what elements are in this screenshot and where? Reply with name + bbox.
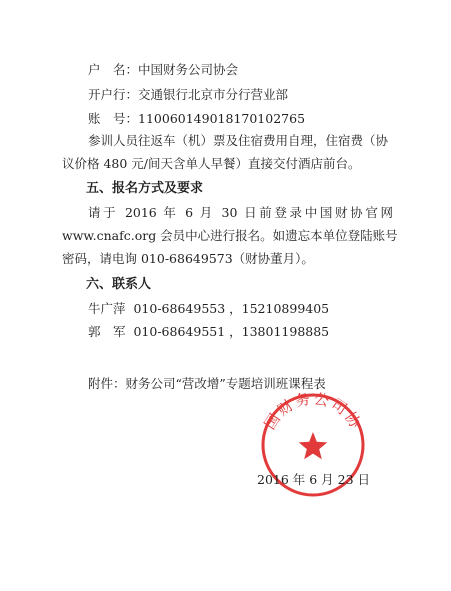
document-date: 2016 年 6 月 23 日 <box>257 472 371 487</box>
seal-text: 国财务公司协 <box>260 390 366 433</box>
contact-phones: 010-68649553 ，15210899405 <box>133 301 330 316</box>
lodging-line-2: 议价格 480 元/间天含单人早餐）直接交付酒店前台。 <box>62 156 361 171</box>
contact-name: 牛广萍 <box>88 301 126 316</box>
account-name-label: 户 名： <box>88 62 139 77</box>
section5-line-2: www.cnafc.org 会员中心进行报名。如遗忘本单位登陆账号 <box>62 228 398 243</box>
account-number-row <box>88 111 305 127</box>
account-number-label: 账 号： <box>88 111 139 126</box>
account-bank-label: 开户行： <box>88 87 139 102</box>
section5-line-1: 请于 2016 年 6 月 30 日前登录中国财协官网 <box>88 205 393 220</box>
contact-row-1 <box>88 301 329 317</box>
attachment-note: 附件：财务公司“营改增”专题培训班课程表 <box>88 376 326 391</box>
section6-title: 六、联系人 <box>86 277 152 292</box>
section5-title: 五、报名方式及要求 <box>86 181 204 196</box>
contact-row-2 <box>88 324 329 340</box>
section5-line-3: 密码，请电询 010-68649573（财协董月）。 <box>62 251 314 266</box>
seal-star-icon <box>299 432 328 459</box>
contact-name: 郭 军 <box>88 324 126 339</box>
account-bank-row <box>88 87 288 103</box>
account-number-value: 110060149018170102765 <box>138 111 306 126</box>
account-name-value: 中国财务公司协会 <box>138 62 239 77</box>
account-bank-value: 交通银行北京市分行营业部 <box>138 87 289 102</box>
contact-phones: 010-68649551 ，13801198885 <box>133 324 330 339</box>
account-name-row <box>88 62 238 78</box>
lodging-line-1: 参训人员往返车（机）票及住宿费用自理，住宿费（协 <box>88 133 389 148</box>
